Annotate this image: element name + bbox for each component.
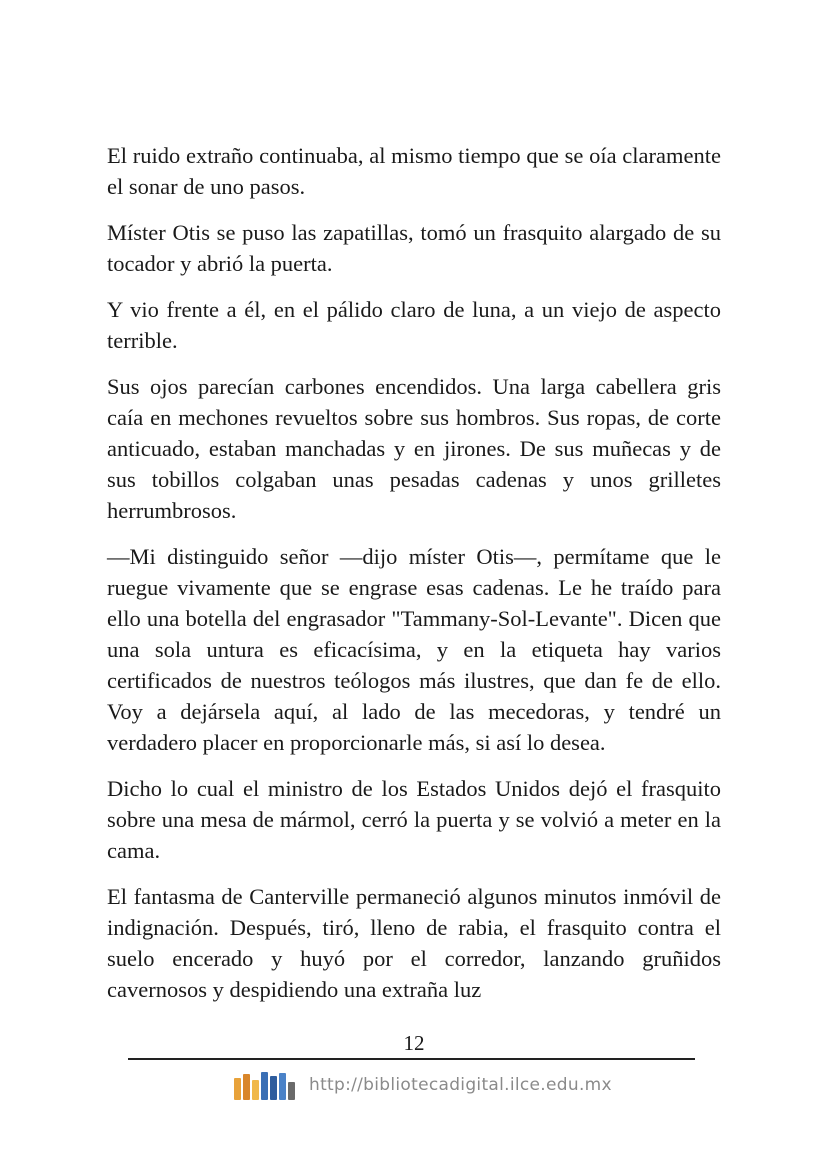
paragraph: El ruido extraño continuaba, al mismo tiempo que se oía claramente el sonar de uno pasos. [107, 143, 721, 199]
paragraph: Dicho lo cual el ministro de los Estados Unidos dejó el frasquito sobre una mesa de mármol, cerró la puerta y se volvió a meter en la cama. [107, 776, 721, 863]
logo-book [252, 1080, 259, 1100]
paragraph: —Mi distinguido señor —dijo míster Otis—, permítame que le ruegue vivamente que se engrase esas cadenas. Le he traído para ello una botella del engrasador "Tammany-Sol-Levante". Dicen que una sola untura es eficacísima, y en la etiqueta hay varios certificados de nuestros teólogos más ilustres, que dan fe de ello. Voy a dejársela aquí, al lado de las mecedoras, y tendré un verdadero placer en proporcionarle más, si así lo desea. [107, 544, 721, 755]
footer-url-link[interactable]: http://bibliotecadigital.ilce.edu.mx [309, 1075, 612, 1095]
paragraph: El fantasma de Canterville permaneció algunos minutos inmóvil de indignación. Después, tiró, lleno de rabia, el frasquito contra el suelo encerado y huyó por el corredor, lanzando gruñidos cavernosos y despidiendo una extraña luz [107, 884, 721, 1002]
paragraph: Y vio frente a él, en el pálido claro de luna, a un viejo de aspecto terrible. [107, 297, 721, 353]
logo-book [243, 1074, 250, 1100]
logo-book [234, 1078, 241, 1100]
books-logo-icon [234, 1070, 297, 1100]
page-body [107, 140, 721, 1020]
footer-divider [128, 1058, 695, 1060]
logo-book [270, 1076, 277, 1100]
paragraph: Sus ojos parecían carbones encendidos. Una larga cabellera gris caía en mechones revueltos sobre sus hombros. Sus ropas, de corte anticuado, estaban manchadas y en jirones. De sus muñecas y de sus tobillos colgaban unas pesadas cadenas y unos grilletes herrumbrosos. [107, 374, 721, 523]
page-number: 12 [403, 1031, 425, 1055]
logo-book [288, 1082, 295, 1100]
logo-book [261, 1072, 268, 1100]
paragraph: Míster Otis se puso las zapatillas, tomó un frasquito alargado de su tocador y abrió la puerta. [107, 220, 721, 276]
footer [234, 1068, 612, 1102]
logo-book [279, 1073, 286, 1100]
